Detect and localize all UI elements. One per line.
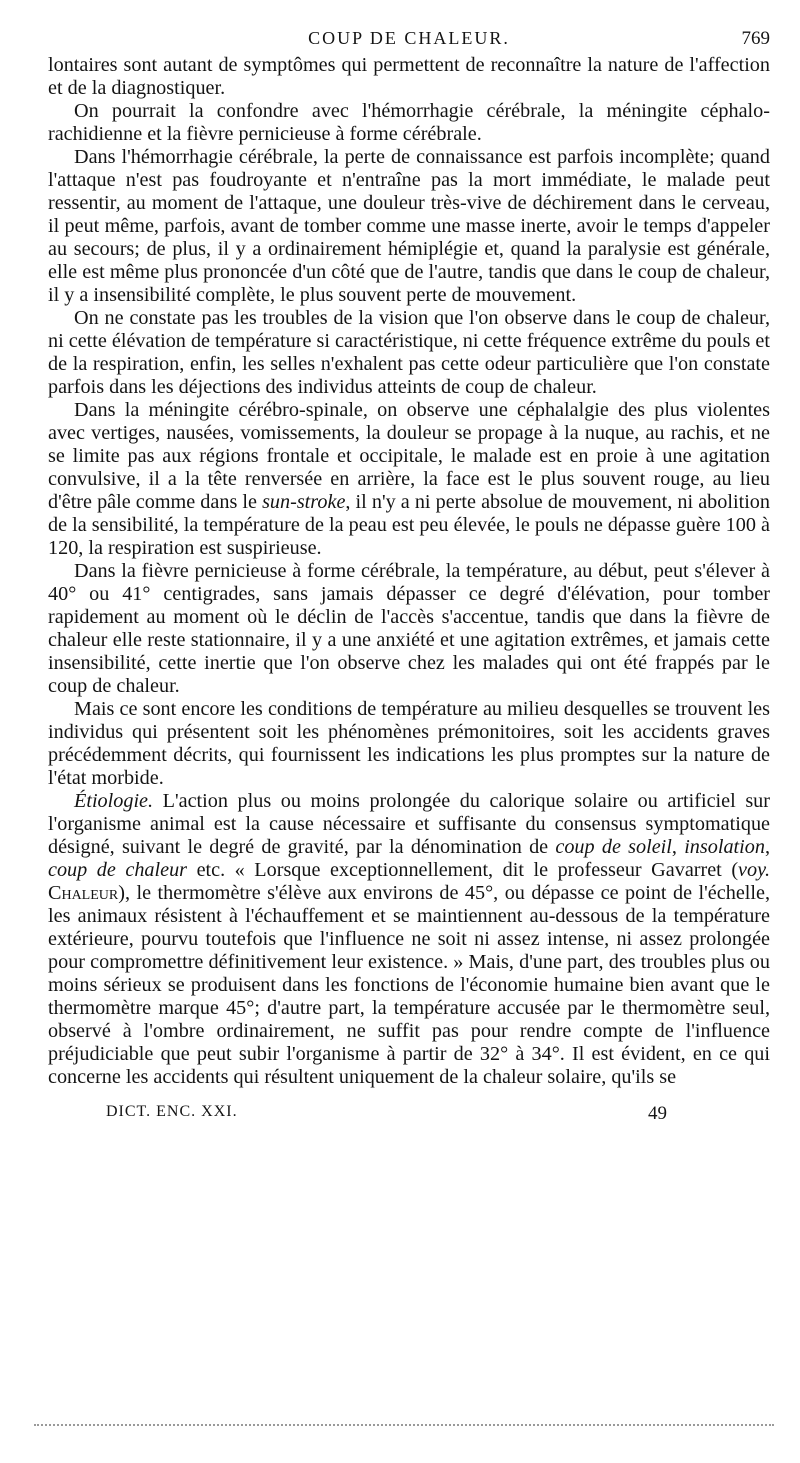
paragraph: lontaires sont autant de symptômes qui permettent de reconnaître la nature de l'affection et de la diagnostiquer. xyxy=(48,54,770,99)
text-run: , il n'y a ni perte absolue de mouvement, ni abolition de la sensibilité, la température de la peau est peu élevée, le pouls ne dépasse guère 100 à 120, la respiration est suspirieuse. xyxy=(48,491,770,559)
paragraph xyxy=(48,399,770,560)
body-text xyxy=(48,54,770,1089)
text-run: etc. « Lorsque exceptionnellement, dit le professeur Gavarret ( xyxy=(187,859,739,881)
section-heading: Étiologie. xyxy=(74,790,154,812)
paragraph: Dans l'hémorrhagie cérébrale, la perte de connaissance est parfois incomplète; quand l'attaque n'est pas foudroyante et n'entraîne pas la mort immédiate, le malade peut ressentir, au moment de l'attaque, une douleur très-vive de déchirement dans le cerveau, il peut même, parfois, avant de tomber comme une masse inerte, avoir le temps d'appeler au secours; de plus, il y a ordinairement hémiplégie et, quand la paralysie est générale, elle est même plus prononcée d'un côté que de l'autre, tandis que dans le coup de chaleur, il y a insensibilité complète, le plus souvent perte de mouvement. xyxy=(48,146,770,306)
cross-reference: Chaleur xyxy=(48,882,119,904)
italic-term: insolation xyxy=(684,836,765,858)
dotted-rule xyxy=(34,1424,774,1426)
running-title: COUP DE CHALEUR. xyxy=(308,28,510,48)
italic-term: voy. xyxy=(738,859,770,881)
page xyxy=(48,22,770,1131)
paragraph-etiology xyxy=(48,790,770,1089)
italic-term: coup de chaleur xyxy=(48,859,188,881)
text-run: ), le thermomètre s'élève aux environs de 45°, ou dépasse ce point de l'échelle, les animaux résistent à l'échauffement et se maintiennent au-dessous de la température extérieure, pourvu toutefois que l'influence ne soit ni assez intense, ni assez prolongée pour compromettre définitivement leur existence. » Mais, d'une part, des troubles plus ou moins sérieux se produisent dans les fonctions de l'économie humaine bien avant que le thermomètre marque 45°; d'autre part, la température accusée par le thermomètre seul, observé à l'ombre ordinairement, ne suffit pas pour rendre compte de l'influence préjudiciable que peut subir l'organisme à partir de 32° à 34°. Il est évident, en ce qui concerne les accidents qui résultent uniquement de la chaleur solaire, qu'ils se xyxy=(48,882,770,1088)
text-run: Dans la méningite cérébro-spinale, on observe une céphalalgie des plus violentes avec vertiges, nausées, vomissements, la douleur se propage à la nuque, au rachis, et ne se limite pas aux régions frontale et occipitale, le malade est en proie à une agitation convulsive, il a la tête renversée en arrière, la face est le plus souvent rouge, au lieu d'être pâle comme dans le xyxy=(48,399,770,513)
running-head xyxy=(48,22,770,54)
sheet-number: 49 xyxy=(648,1103,667,1124)
paragraph: On ne constate pas les troubles de la vision que l'on observe dans le coup de chaleur, ni cette élévation de température si caractéristique, ni cette fréquence extrême du pouls et de la respiration, enfin, les selles n'exhalent pas cette odeur particulière que l'on constate parfois dans les déjections des individus atteints de coup de chaleur. xyxy=(48,307,770,398)
text-run: L'action plus ou moins prolongée du calorique solaire ou artificiel sur l'organisme animal est la cause nécessaire et suffisante du consensus symptomatique désigné, suivant le degré de gravité, par la dénomination de xyxy=(48,790,770,858)
italic-term: coup de soleil xyxy=(555,836,672,858)
text-run: , xyxy=(764,836,770,858)
paragraph: Dans la fièvre pernicieuse à forme cérébrale, la température, au début, peut s'élever à 40° ou 41° centigrades, sans jamais dépasser ce degré d'élévation, pour tomber rapidement au moment où le déclin de l'accès s'accentue, tandis que dans la fièvre de chaleur elle reste stationnaire, il y a une anxiété et une agitation extrêmes, et jamais cette insensibilité, cette inertie que l'on observe chez les malades qui ont été frappés par le coup de chaleur. xyxy=(48,560,770,697)
signature-mark: DICT. ENC. XXI. xyxy=(106,1103,238,1120)
text-run: , xyxy=(671,836,685,858)
page-footer xyxy=(48,1103,770,1131)
page-number: 769 xyxy=(741,28,770,49)
paragraph: Mais ce sont encore les conditions de température au milieu desquelles se trouvent les individus qui présentent soit les phénomènes prémonitoires, soit les accidents graves précédemment décrits, qui fournissent les indications les plus promptes sur la nature de l'état morbide. xyxy=(48,698,770,789)
paragraph: On pourrait la confondre avec l'hémorrhagie cérébrale, la méningite céphalorachidienne et la fièvre pernicieuse à forme cérébrale. xyxy=(48,100,770,145)
italic-term: sun-stroke xyxy=(262,491,346,513)
